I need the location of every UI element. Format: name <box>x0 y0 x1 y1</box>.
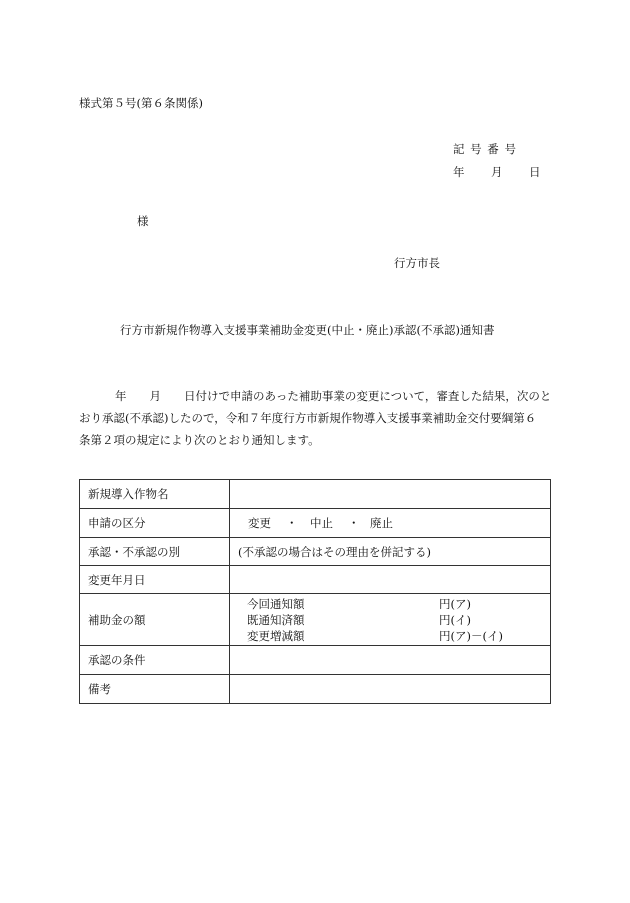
table-row-remarks <box>80 675 551 704</box>
conditions-label: 承認の条件 <box>80 646 230 675</box>
table-row-approval <box>80 538 551 566</box>
amount-difference-name: 変更増減額 <box>247 628 305 643</box>
approval-value: (不承認の場合はその理由を併記する) <box>230 538 551 566</box>
option-separator-1: ・ <box>286 516 298 530</box>
category-label: 申請の区分 <box>80 509 230 538</box>
crop-value <box>230 480 551 509</box>
body-text <box>79 385 559 451</box>
approval-label: 承認・不承認の別 <box>80 538 230 566</box>
remarks-value <box>230 675 551 704</box>
body-line-3: 条第２項の規定により次のとおり通知します。 <box>79 433 320 447</box>
addressee: 様 <box>137 214 149 228</box>
option-abolish: 廃止 <box>370 516 393 530</box>
body-line-2: おり承認(不承認)したので，令和７年度行方市新規作物導入支援事業補助金交付要綱第６ <box>79 411 537 425</box>
date-year: 年 <box>453 165 465 179</box>
table-row-conditions <box>80 646 551 675</box>
amount-current-unit: 円(ア) <box>439 596 471 611</box>
change-date-value <box>230 566 551 594</box>
amount-previous-name: 既通知済額 <box>247 612 305 627</box>
amount-line-previous <box>238 612 542 628</box>
table-row-amount <box>80 594 551 646</box>
conditions-value <box>230 646 551 675</box>
date-day: 日 <box>529 165 541 179</box>
table-row-crop <box>80 480 551 509</box>
amount-current-name: 今回通知額 <box>247 596 305 611</box>
remarks-label: 備考 <box>80 675 230 704</box>
amount-line-current <box>238 596 542 612</box>
notice-table <box>79 479 551 704</box>
document-date <box>453 164 541 180</box>
form-number: 様式第５号(第６条関係) <box>79 96 203 110</box>
amount-label: 補助金の額 <box>80 594 230 646</box>
category-options <box>230 509 551 538</box>
amount-line-difference <box>238 628 542 644</box>
document-title: 行方市新規作物導入支援事業補助金変更(中止・廃止)承認(不承認)通知書 <box>120 323 495 337</box>
date-month: 月 <box>491 165 503 179</box>
document-number: 記 号 番 号 <box>453 142 517 156</box>
body-line-1: 年 月 日付けで申請のあった補助事業の変更について，審査した結果，次のと <box>115 389 552 403</box>
amount-previous-unit: 円(イ) <box>439 612 471 627</box>
amount-values <box>230 594 551 646</box>
option-separator-2: ・ <box>348 516 360 530</box>
option-cancel: 中止 <box>310 516 333 530</box>
amount-difference-unit: 円(ア)－(イ) <box>439 628 503 643</box>
option-change: 変更 <box>248 516 271 530</box>
change-date-label: 変更年月日 <box>80 566 230 594</box>
table-row-change-date <box>80 566 551 594</box>
table-row-category <box>80 509 551 538</box>
crop-label: 新規導入作物名 <box>80 480 230 509</box>
issuer: 行方市長 <box>394 256 440 270</box>
